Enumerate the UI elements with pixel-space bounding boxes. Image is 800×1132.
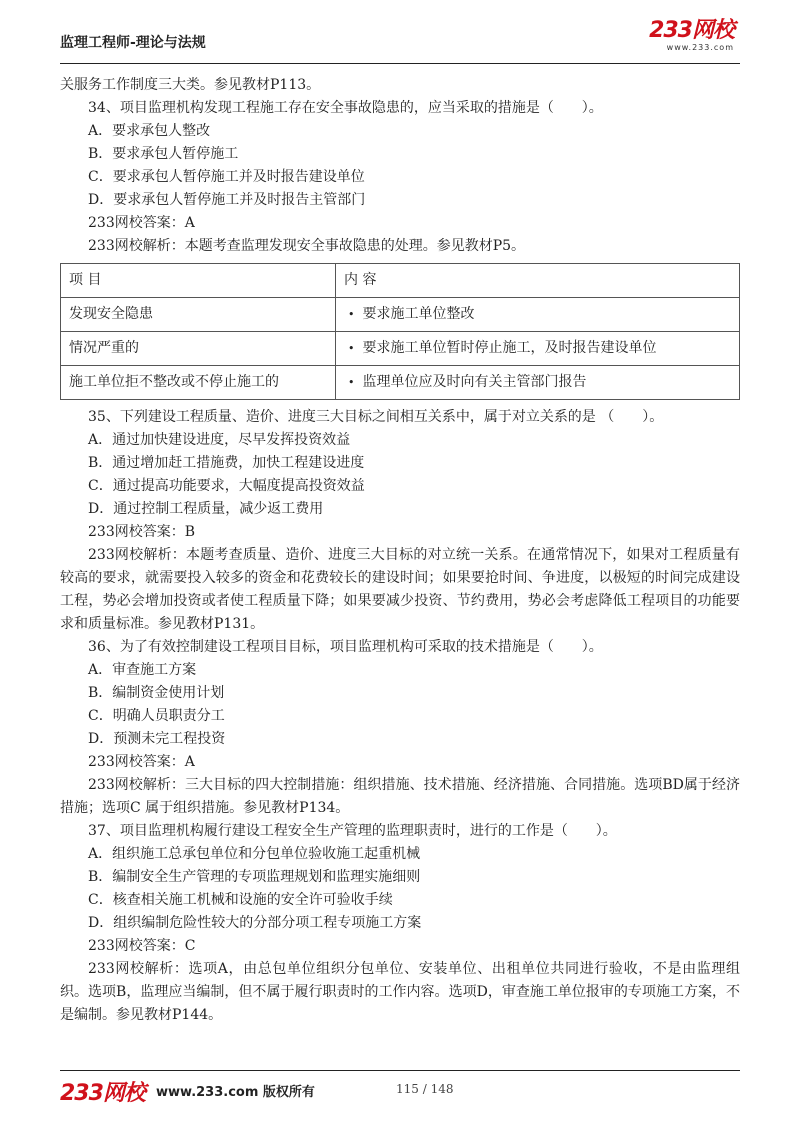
answer-36: 233网校答案：A	[88, 754, 195, 770]
table-cell-content	[336, 298, 740, 332]
page-footer	[60, 1076, 740, 1104]
option-c: C．通过提高功能要求，大幅度提高投资效益	[88, 478, 365, 494]
table-cell-text: 要求施工单位暂时停止施工，及时报告建设单位	[362, 340, 657, 356]
logo-main-text: 233网校	[649, 18, 734, 43]
option-a: A．要求承包人整改	[88, 123, 211, 139]
table-cell-text: 监理单位应及时向有关主管部门报告	[362, 374, 587, 390]
bullet-icon: •	[348, 342, 355, 355]
bullet-icon: •	[348, 308, 355, 321]
table-cell-content	[336, 332, 740, 366]
footer-divider	[60, 1070, 740, 1071]
page-header	[60, 20, 740, 60]
analysis-35: 233网校解析：本题考查质量、造价、进度三大目标的对立统一关系。在通常情况下，如果对工程质量有较高的要求，就需要投入较多的资金和花费较长的建设时间；如果要抢时间、争进度，以极短的时间完成建设工程，势必会增加投资或者使工程质量下降；如果要减少投资、节约费用，势必会考虑降低工程项目的功能要求和质量标准。参见教材P131。	[60, 547, 740, 632]
option-d: D．要求承包人暂停施工并及时报告主管部门	[88, 192, 366, 208]
page-number: 115 / 148	[396, 1082, 454, 1096]
question-36: 36、为了有效控制建设工程项目目标，项目监理机构可采取的技术措施是（ ）。	[88, 639, 603, 655]
option-c: C．核查相关施工机械和设施的安全许可验收手续	[88, 892, 393, 908]
option-d: D．组织编制危险性较大的分部分项工程专项施工方案	[88, 915, 422, 931]
brand-logo	[649, 20, 734, 52]
option-b: B．编制安全生产管理的专项监理规划和监理实施细则	[88, 869, 421, 885]
question-37: 37、项目监理机构履行建设工程安全生产管理的监理职责时，进行的工作是（ ）。	[88, 823, 617, 839]
answer-37: 233网校答案：C	[88, 938, 196, 954]
table-cell-content	[336, 366, 740, 400]
logo-sub-text: www.233.com	[666, 43, 734, 52]
option-c: C．明确人员职责分工	[88, 708, 225, 724]
answer-35: 233网校答案：B	[88, 524, 196, 540]
table-cell-text: 要求施工单位整改	[362, 306, 475, 322]
table-row	[61, 332, 740, 366]
option-d: D．预测未完工程投资	[88, 731, 226, 747]
table-row	[61, 298, 740, 332]
option-b: B．编制资金使用计划	[88, 685, 225, 701]
option-b: B．通过增加赶工措施费，加快工程建设进度	[88, 455, 365, 471]
option-b: B．要求承包人暂停施工	[88, 146, 239, 162]
intro-line: 关服务工作制度三大类。参见教材P113。	[60, 77, 321, 93]
option-a: A．审查施工方案	[88, 662, 197, 678]
table-header-content: 内 容	[336, 264, 740, 298]
footer-copyright: www.233.com 版权所有	[156, 1085, 315, 1100]
option-c: C．要求承包人暂停施工并及时报告建设单位	[88, 169, 365, 185]
table-header-row	[61, 264, 740, 298]
option-a: A．组织施工总承包单位和分包单位验收施工起重机械	[88, 846, 421, 862]
table-cell-item: 施工单位拒不整改或不停止施工的	[61, 366, 336, 400]
question-34: 34、项目监理机构发现工程施工存在安全事故隐患的，应当采取的措施是（ ）。	[88, 100, 603, 116]
header-divider	[60, 63, 740, 64]
table-cell-item: 发现安全隐患	[61, 298, 336, 332]
table-cell-item: 情况严重的	[61, 332, 336, 366]
option-a: A．通过加快建设进度，尽早发挥投资效益	[88, 432, 351, 448]
bullet-icon: •	[348, 376, 355, 389]
analysis-37: 233网校解析：选项A，由总包单位组织分包单位、安装单位、出租单位共同进行验收，不是由监理组织。选项B，监理应当编制，但不属于履行职责时的工作内容。选项D，审查施工单位报审的专项施工方案，不是编制。参见教材P144。	[60, 961, 740, 1023]
analysis-34: 233网校解析：本题考查监理发现安全事故隐患的处理。参见教材P5。	[88, 238, 526, 254]
footer-logo: 233网校	[60, 1081, 145, 1106]
answer-34: 233网校答案：A	[88, 215, 195, 231]
header-title: 监理工程师-理论与法规	[60, 35, 206, 51]
table-row	[61, 366, 740, 400]
page-content	[60, 74, 740, 1027]
table-header-item: 项 目	[61, 264, 336, 298]
option-d: D．通过控制工程质量，减少返工费用	[88, 501, 324, 517]
safety-hazard-table	[60, 263, 740, 400]
question-35: 35、下列建设工程质量、造价、进度三大目标之间相互关系中，属于对立关系的是 （ ）。	[88, 409, 664, 425]
analysis-36: 233网校解析：三大目标的四大控制措施：组织措施、技术措施、经济措施、合同措施。选项BD属于经济措施；选项C 属于组织措施。参见教材P134。	[60, 777, 740, 816]
